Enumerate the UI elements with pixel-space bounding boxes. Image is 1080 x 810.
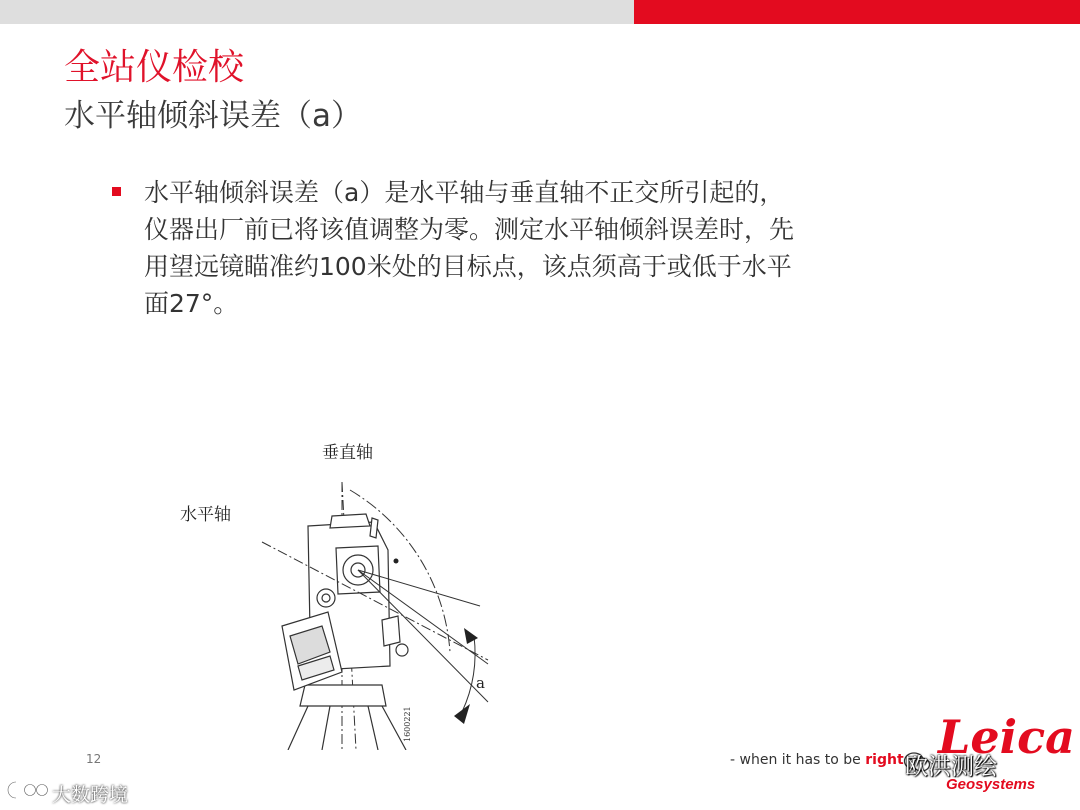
tagline-highlight: right	[865, 752, 904, 768]
angle-arrow-bottom	[454, 704, 470, 724]
watermark-logo-icon	[6, 778, 50, 802]
angle-label: a	[476, 674, 485, 692]
bullet-marker	[112, 187, 121, 196]
instrument-drawing	[282, 514, 408, 750]
tagline-prefix: - when it has to be	[730, 752, 866, 768]
figure-code: 1600221	[403, 706, 412, 742]
vertical-axis-label: 垂直轴	[322, 443, 373, 463]
arc-point	[394, 559, 399, 564]
slide-title: 全站仪检校	[64, 47, 245, 88]
horizontal-axis-label: 水平轴	[180, 505, 231, 525]
bullet-line: 面27°。	[144, 289, 239, 318]
bullet-line: 仪器出厂前已将该值调整为零。测定水平轴倾斜误差时，先	[144, 215, 795, 244]
geosystems-wordmark: Geosystems	[946, 776, 1036, 793]
total-station-diagram	[160, 430, 510, 750]
page-number: 12	[86, 752, 102, 766]
header-bar-gray	[0, 0, 634, 24]
bullet-paragraph	[144, 174, 944, 322]
header-bar-red	[634, 0, 1080, 24]
footer-tagline	[730, 752, 904, 768]
watermark-left: 大数跨境	[52, 784, 129, 806]
leica-logo: Leica	[938, 710, 1075, 764]
bullet-line: 水平轴倾斜误差（a）是水平轴与垂直轴不正交所引起的，	[144, 178, 785, 207]
slide-subtitle: 水平轴倾斜误差（a）	[64, 98, 362, 134]
angle-arc	[462, 636, 475, 712]
bullet-line: 用望远镜瞄准约100米处的目标点，该点须高于或低于水平	[144, 252, 792, 281]
watermark-right: 欧洪测绘	[905, 754, 997, 780]
angle-arrow-top	[464, 628, 478, 644]
